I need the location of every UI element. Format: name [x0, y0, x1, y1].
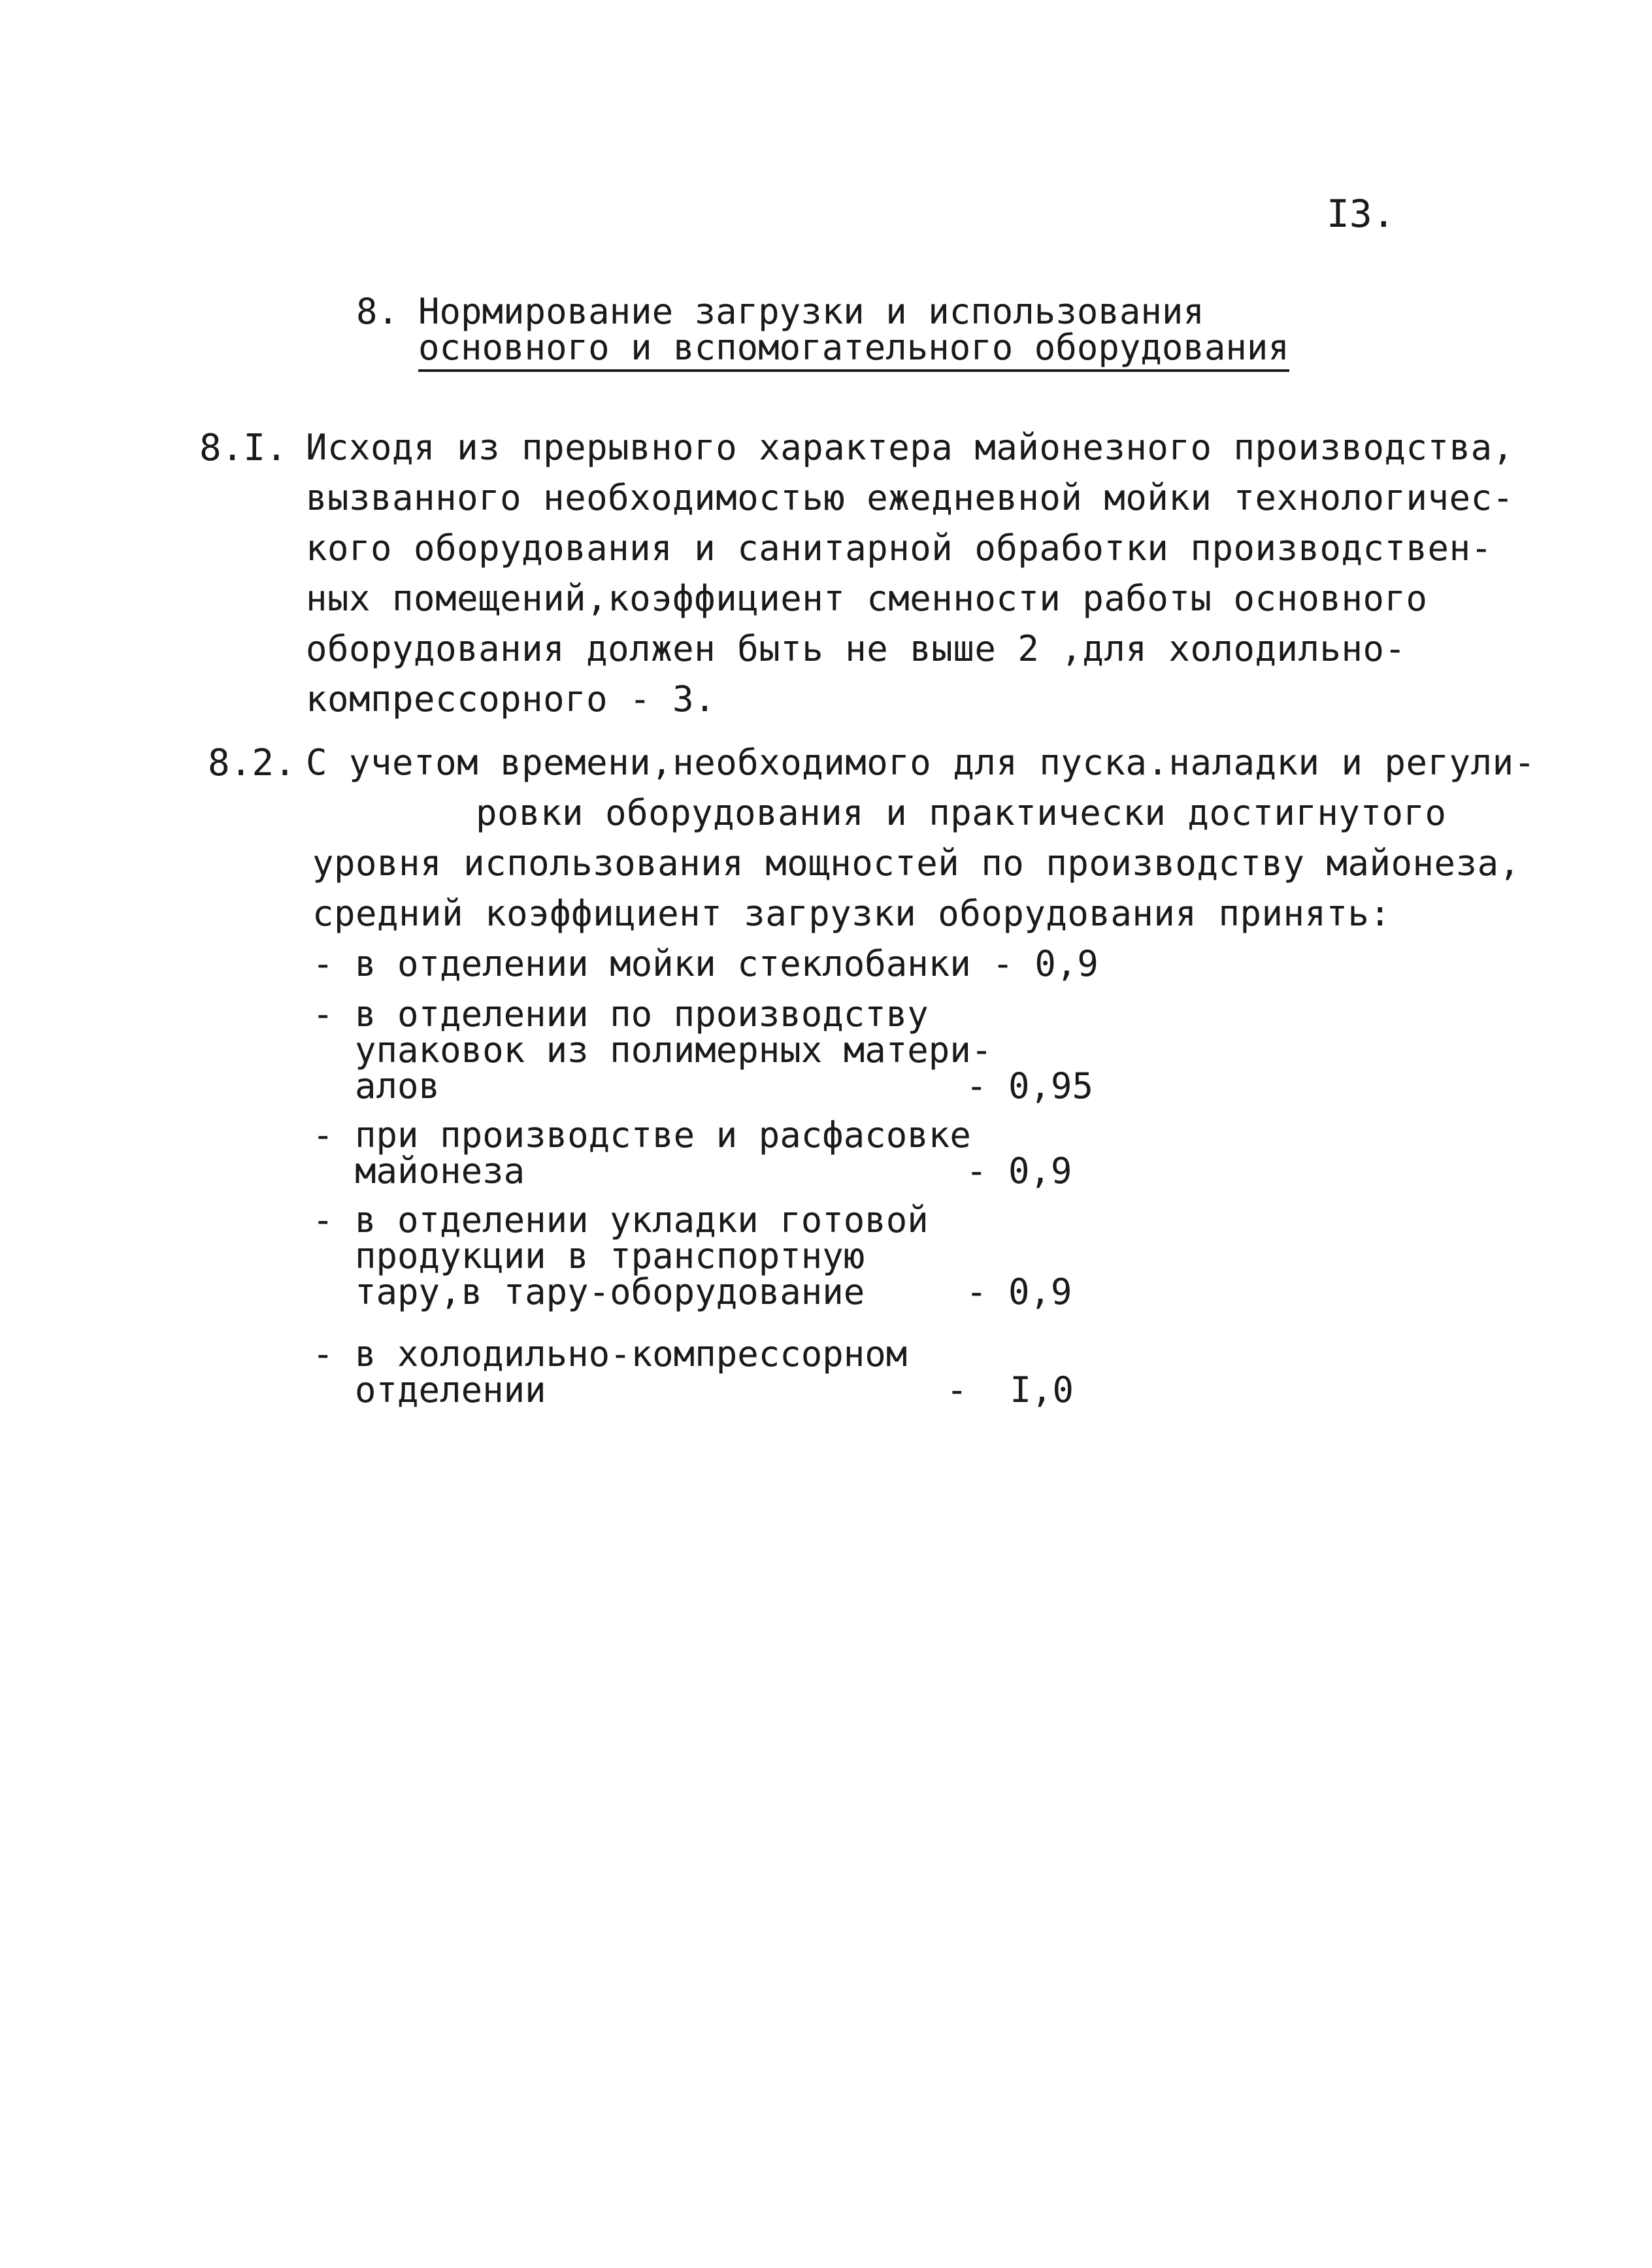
- list-item: продукции в транспортную: [312, 1235, 865, 1276]
- paragraph-line: ных помещений,коэффициент сменности работы основного: [306, 578, 1428, 619]
- coefficient-value: - 0,9: [966, 1150, 1072, 1192]
- list-item: упаковок из полимерных матери-: [312, 1029, 993, 1071]
- paragraph-line: ровки оборудования и практически достигнутого: [476, 792, 1447, 833]
- coefficient-value: - I,0: [946, 1369, 1074, 1410]
- section-title-line1: Нормирование загрузки и использования: [418, 291, 1204, 332]
- coefficient-value: - 0,9: [966, 1271, 1072, 1312]
- paragraph-line: средний коэффициент загрузки оборудования принять:: [312, 893, 1391, 934]
- list-item: - в отделении по производству: [312, 993, 929, 1035]
- paragraph-line: Исходя из прерывного характера майонезного производства,: [306, 427, 1514, 468]
- paragraph-line: оборудования должен быть не выше 2 ,для холодильно-: [306, 628, 1406, 669]
- list-item: - при производстве и расфасовке: [312, 1114, 971, 1156]
- paragraph-line: вызванного необходимостью ежедневной мойки технологичес-: [306, 477, 1514, 518]
- list-item: - в отделении укладки готовой: [312, 1199, 929, 1241]
- section-title-line2: основного и вспомогательного оборудования: [418, 330, 1289, 372]
- paragraph-line: кого оборудования и санитарной обработки производствен-: [306, 527, 1493, 569]
- section-number: 8.: [356, 291, 399, 332]
- paragraph-number-8-1: 8.I.: [199, 427, 288, 469]
- list-item: тару,в тару-оборудование: [312, 1271, 865, 1312]
- coefficient-value: - 0,95: [966, 1065, 1094, 1107]
- paragraph-line: уровня использования мощностей по производству майонеза,: [312, 842, 1521, 884]
- paragraph-line: С учетом времени,необходимого для пуска.наладки и регули-: [306, 742, 1536, 783]
- list-item: алов: [312, 1065, 440, 1107]
- list-item: отделении: [312, 1369, 546, 1410]
- list-item: майонеза: [312, 1150, 525, 1192]
- page-number: I3.: [1327, 192, 1395, 236]
- paragraph-line: компрессорного - 3.: [306, 678, 716, 720]
- list-item: - в отделении мойки стеклобанки - 0,9: [312, 943, 1099, 984]
- paragraph-number-8-2: 8.2.: [208, 742, 296, 784]
- list-item: - в холодильно-компрессорном: [312, 1333, 908, 1375]
